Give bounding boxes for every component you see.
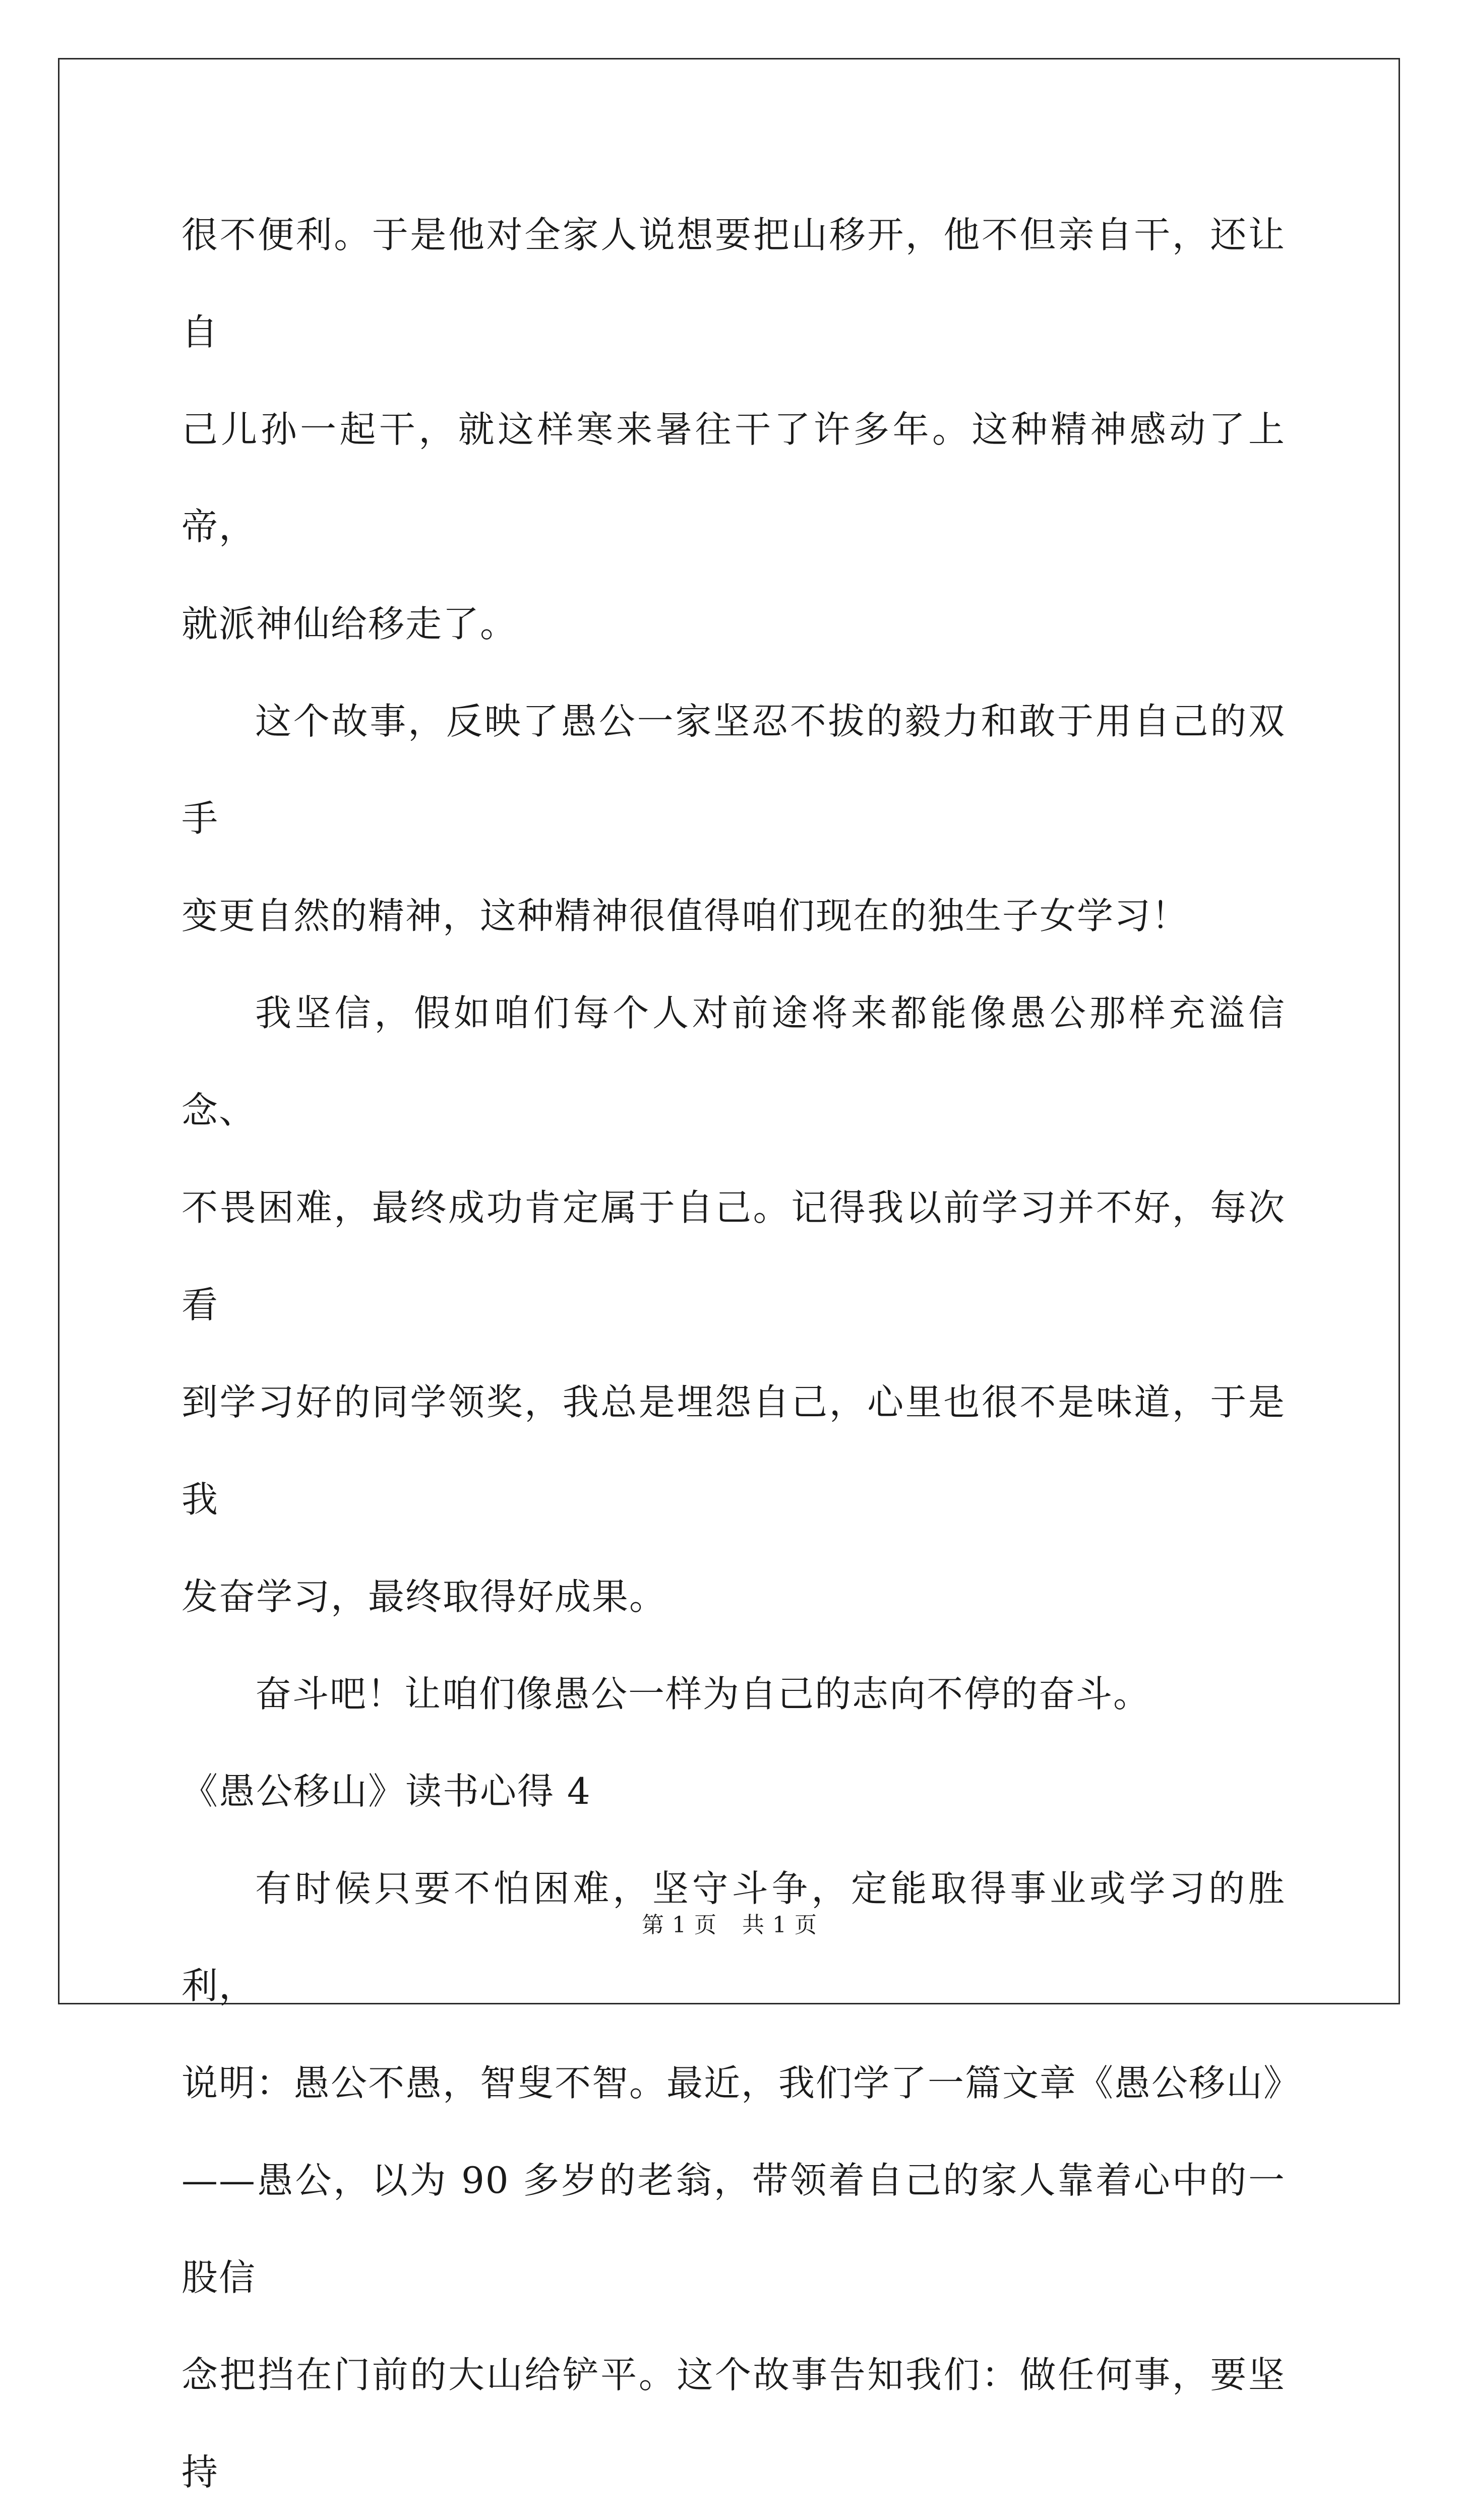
section-heading: 《愚公移山》读书心得 4 <box>181 1770 591 1812</box>
document-body <box>181 186 1301 2520</box>
text-line: 奋斗吧！让咱们像愚公一样为自己的志向不停的奋斗。 <box>255 1673 1151 1715</box>
text-line: ——愚公，以为 90 多岁的老翁，带领着自己的家人靠着心中的一股信 <box>181 2159 1286 2299</box>
page-total: 共 1 页 <box>742 1912 817 1938</box>
text-line: 到学习好的同学领奖，我总是埋怨自己，心里也很不是味道，于是我 <box>181 1381 1286 1521</box>
text-line: 这个故事，反映了愚公一家坚忍不拔的毅力和敢于用自己的双手 <box>181 700 1286 840</box>
text-line: 就派神仙给移走了。 <box>181 603 518 645</box>
text-line: 变更自然的精神，这种精神很值得咱们现在的独生子女学习！ <box>181 895 1189 937</box>
page-footer <box>0 1910 1459 1940</box>
text-line: 我坚信，假如咱们每个人对前途将来都能像愚公那样充溢信念、 <box>181 992 1286 1131</box>
text-line: 不畏困难，最终成功肯定属于自己。记得我以前学习并不好，每次看 <box>181 1186 1286 1326</box>
text-line: 发奋学习，最终取得好成果。 <box>181 1576 667 1618</box>
text-line: 很不便利。于是他对全家人说想要把山移开，他不但亲自干，还让自 <box>181 214 1286 353</box>
text-line: 念把挡在门前的大山给铲平。这个故事告知我们：做任何事，要坚持 <box>181 2354 1286 2493</box>
text-line: 有时候只要不怕困难，坚守斗争，定能取得事业或学习的胜利， <box>181 1867 1286 2007</box>
text-line: 说明：愚公不愚，智叟不智。最近，我们学了一篇文章《愚公移山》 <box>181 2062 1301 2104</box>
page-number: 第 1 页 <box>642 1912 717 1938</box>
text-line: 己儿孙一起干，就这样寒来暑往干了许多年。这种精神感动了上帝， <box>181 408 1286 548</box>
